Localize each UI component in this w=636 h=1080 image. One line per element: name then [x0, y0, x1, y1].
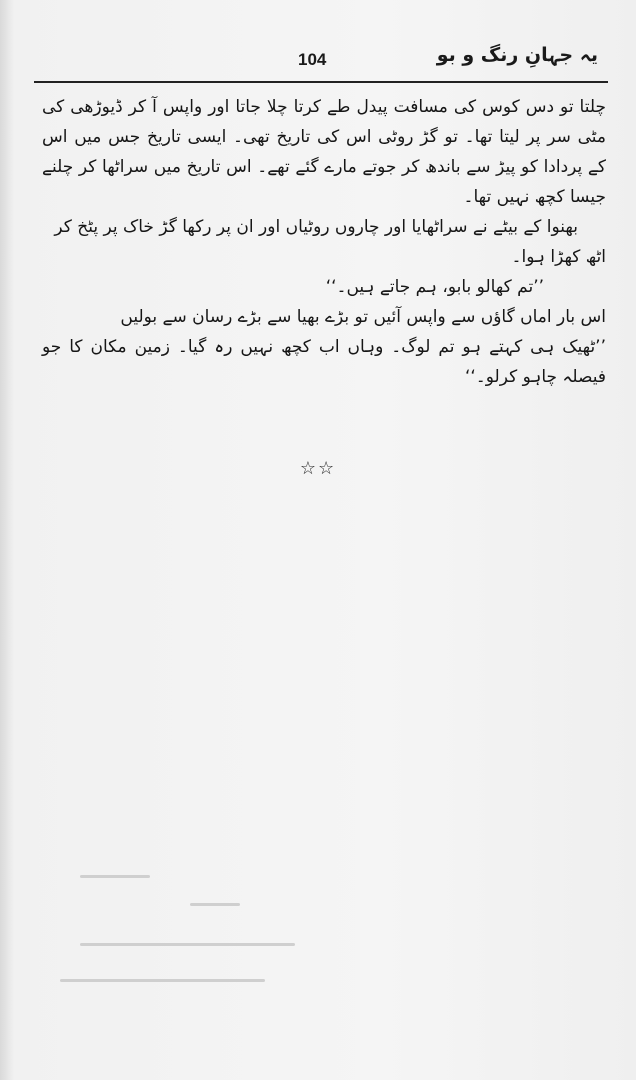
show-through-bleed — [40, 855, 300, 995]
page-header — [58, 44, 598, 78]
running-title: یہ جہانِ رنگ و بو — [436, 44, 598, 66]
paragraph-2-line-2: اٹھ کھڑا ہوا۔ — [511, 247, 606, 267]
dialogue-quote-1: ’’تم کھالو بابو، ہم جاتے ہیں۔‘‘ — [325, 277, 544, 297]
paragraph-2-line-1: بھنوا کے بیٹے نے سراٹھایا اور چاروں روٹیاں اور ان پر رکھا گڑ خاک پر پٹخ کر — [54, 217, 578, 237]
dialogue-quote-2: ’’ٹھیک ہی کہتے ہو تم لوگ۔ وہاں اب کچھ نہیں رہ گیا۔ زمین مکان کا جو فیصلہ چاہو کرلو۔‘‘ — [42, 337, 606, 387]
body-text — [42, 92, 606, 392]
header-rule — [34, 81, 608, 83]
paragraph-3: اس بار اماں گاؤں سے واپس آئیں تو بڑے بھیا سے بڑے رسان سے بولیں — [120, 307, 606, 327]
page-number: 104 — [298, 50, 327, 69]
paragraph-1: چلتا تو دس کوس کی مسافت پیدل طے کرتا چلا جاتا اور واپس آ کر ڈیوڑھی کی مٹی سر پر لیتا تھا۔ تو گڑ روٹی اس کی تاریخ تھی۔ ایسی تاریخ جس میں اس کے پردادا کو پیڑ سے باندھ کر جوتے مارے گئے تھے۔ اس تاریخ میں سراٹھا کر چلنے جیسا کچھ نہیں تھا۔ — [42, 97, 606, 207]
section-break-stars: ☆☆ — [299, 458, 337, 479]
